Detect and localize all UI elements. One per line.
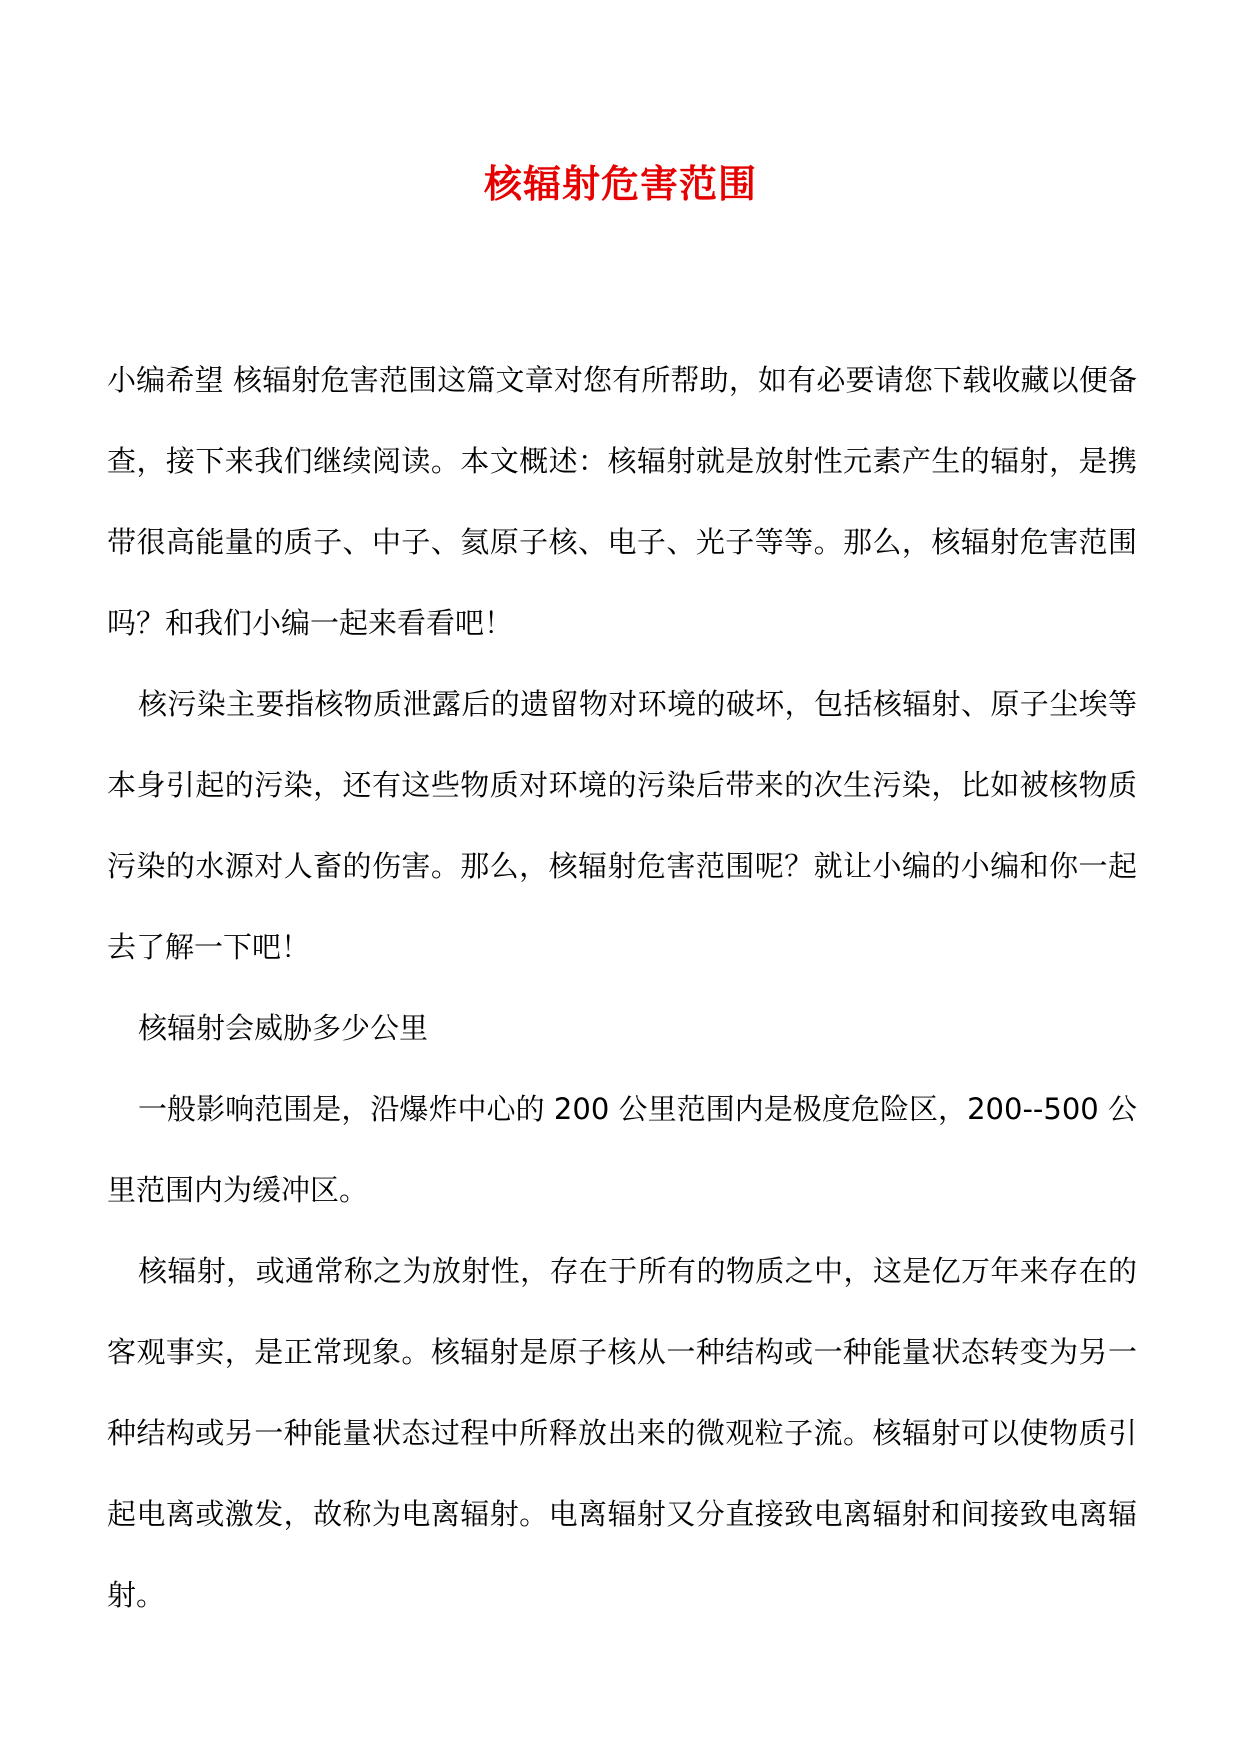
radiation-paragraph: 核辐射，或通常称之为放射性，存在于所有的物质之中，这是亿万年来存在的客观事实，是正常现象。核辐射是原子核从一种结构或一种能量状态转变为另一种结构或另一种能量状态过程中所释放出来的微观粒子流。核辐射可以使物质引起电离或激发，故称为电离辐射。电离辐射又分直接致电离辐射和间接致电离辐射。 [107,1254,1137,1612]
intro-paragraph: 小编希望 核辐射危害范围这篇文章对您有所帮助，如有必要请您下载收藏以便备查，接下来我们继续阅读。本文概述：核辐射就是放射性元素产生的辐射，是携带很高能量的质子、中子、氦原子核、电子、光子等等。那么，核辐射危害范围吗？和我们小编一起来看看吧！ [107,363,1137,640]
pollution-paragraph: 核污染主要指核物质泄露后的遗留物对环境的破坏，包括核辐射、原子尘埃等本身引起的污染，还有这些物质对环境的污染后带来的次生污染，比如被核物质污染的水源对人畜的伤害。那么，核辐射危害范围呢？就让小编的小编和你一起去了解一下吧！ [107,687,1137,964]
range-paragraph: 一般影响范围是，沿爆炸中心的 200 公里范围内是极度危险区，200--500 公里范围内为缓冲区。 [107,1092,1137,1207]
document-title: 核辐射危害范围 [483,161,757,206]
document-body [107,340,1137,1636]
section-heading: 核辐射会威胁多少公里 [138,1011,429,1045]
